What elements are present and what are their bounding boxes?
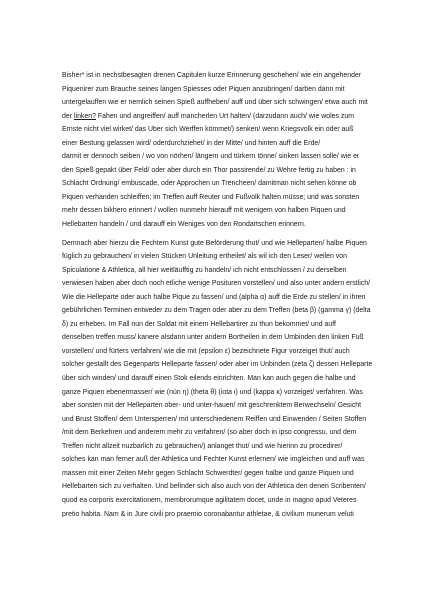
underlined-word: linken? xyxy=(73,112,96,120)
text-line: den Spieß gepakt über Feld/ oder aber durch ein Thor passirende/ zu Wehre fertig zu haben : in xyxy=(62,166,356,174)
text-segment: Fahen und angreiffen/ auff mancherlen Urt halten/ (darzudann auch/ wie woles zum xyxy=(95,112,354,120)
text-line: δ) zu erheben. Im Fall nun der Soldat mit einem Hellebartirer zu thun bekommet/ und auff xyxy=(62,320,336,328)
text-line: Demnach aber hierzu die Fechtern Kunst gute Beförderung thut/ und wie Helleparten/ halbe Piquen xyxy=(62,239,367,247)
text-line: Bisher* ist in nechstbesagten drenen Capitulen kurze Erinnerung geschehen/ wie ein angehender xyxy=(62,72,362,79)
paragraph xyxy=(62,237,374,521)
text-segment: der xyxy=(62,112,74,120)
text-line: Hellebarten sich zu verhalten. Und befinder sich also auch von der Athletica den denen Scribenten/ xyxy=(62,483,366,491)
text-line: pretio habita. Nam & in Jure civili pro praemio coronabantur athletae, & civilium munerum veluti xyxy=(62,510,354,518)
text-line: aber sonsten mit der Helleparten ober- und unter-hauen/ mit geschrenktem Berwechseln/ Gesicht xyxy=(62,402,362,410)
text-line: massen mit einer Zeiten Mehr gegen Schlacht Schwerdter/ gegen halbe und ganze Piquen und xyxy=(62,469,354,477)
text-line: Piquenirer zum Brauche seines langen Spiesses oder Piquen anzubringen/ darben dann mit xyxy=(62,85,345,93)
text-line: solches kan man ferner auß der Athletica und Fechter Kunst erlernen/ wie imgleichen und auff was xyxy=(62,456,365,464)
text-line: Spiculatione & Athletica, all hier weitläufftig zu handeln/ ich nicht entschlossen / zu derselben xyxy=(62,266,347,274)
text-line: Wie die Helleparte oder auch halbe Pique zu fassen/ und (alpha α) auff die Erde zu stellen/ in ihren xyxy=(62,293,366,301)
text-line: darmit er dennoch seiben / wo von nörhen/ längern und türkern tönne/ sinken lassen solle/ wie er xyxy=(62,153,360,161)
text-line: über sich winden/ und darauff einen Stok eilends einrichten. Man kan auch gegen die halbe und xyxy=(62,375,356,383)
document-body xyxy=(62,69,374,521)
text-line: /mit dem Berkehren und anderem mehr zu verfahren/ (so aber doch in ipso congressu, und dem xyxy=(62,429,357,437)
text-line: Piquen verhanden schleiffen; im Treffen auff Reuter und Fußvolk halten müsse; und was sonsten xyxy=(62,193,360,201)
text-line: einer Bestung gelassen wird/ oderdurchziehet/ in der Mitte/ und hinten auff die Erde/ xyxy=(62,139,321,147)
text-line xyxy=(62,110,374,124)
text-line: solcher gestallt des Gegenparts Helleparte fassen/ oder aber im Unbinden (zeta ζ) dessen Helleparte xyxy=(62,361,373,369)
text-line: denselben treffen muss/ kanere alsdann unter andern Bortheilen in dem Umbinden den linken Fuß xyxy=(62,334,364,342)
text-line: quod ea corporis exercitationem, membrorumque agilitatem docet, unde in magno apud Veteres xyxy=(62,496,357,504)
text-line: füglich zu gebrauchen/ in vielen Stücken Unleitung ertheilet/ als wil ich den Leser/ weilen von xyxy=(62,253,347,261)
text-line: gebührlichen Terminen entweder zu dem Tragen oder aber zu dem Treffen (beta β) (gamma γ) (delta xyxy=(62,307,371,315)
text-line: mehr dessen bikhero erinnert / wollen nunmehr hierauff mit wenigem von halben Piquen und xyxy=(62,207,346,215)
paragraph xyxy=(62,69,374,232)
text-line: untergelauffen wie er nemlich seinen Spieß auffheben/ auff und über sich schwingen/ etwa auch mit xyxy=(62,99,368,107)
text-line: verwiesen haben aber doch noch etliche wenige Posituren vorstellen/ und also unter andern erstlich/ xyxy=(62,280,371,288)
text-line: Hellebarten handeln / und darauff ein Weniges von den Rondartschen erinnern. xyxy=(62,221,306,229)
text-line: Ernste nicht viel wirket/ das Uber sich Werffen kömmet/) senken/ wenn Kriegsvolk ein oder auß xyxy=(62,126,354,134)
text-line: Schlacht Ordnung/ embuscade, oder Approchen un Trencheen/ damitman nicht sehen könne ob xyxy=(62,180,357,188)
text-line: und Brust Stoffen/ dem Untersperren/ mit unterschiedenem Reiffen und Einwenden / Seiten Stoffen xyxy=(62,415,367,423)
text-line: ganze Piquen ebenermasser/ wie (nün η) (theta θ) (iota ι) und (kappa κ) vorzeiget/ verfahren. Was xyxy=(62,388,363,396)
text-line: vorstellen/ und fürters verfahren/ wie die mit (epsilon ε) bezeichnete Figur vorzeiget thut/ auch xyxy=(62,347,350,355)
text-line: Treffen nicht allzeit nuzbarlich zu gebrauchen/) anlanget thut/ und wie hierinn zu procedirer/ xyxy=(62,442,343,450)
